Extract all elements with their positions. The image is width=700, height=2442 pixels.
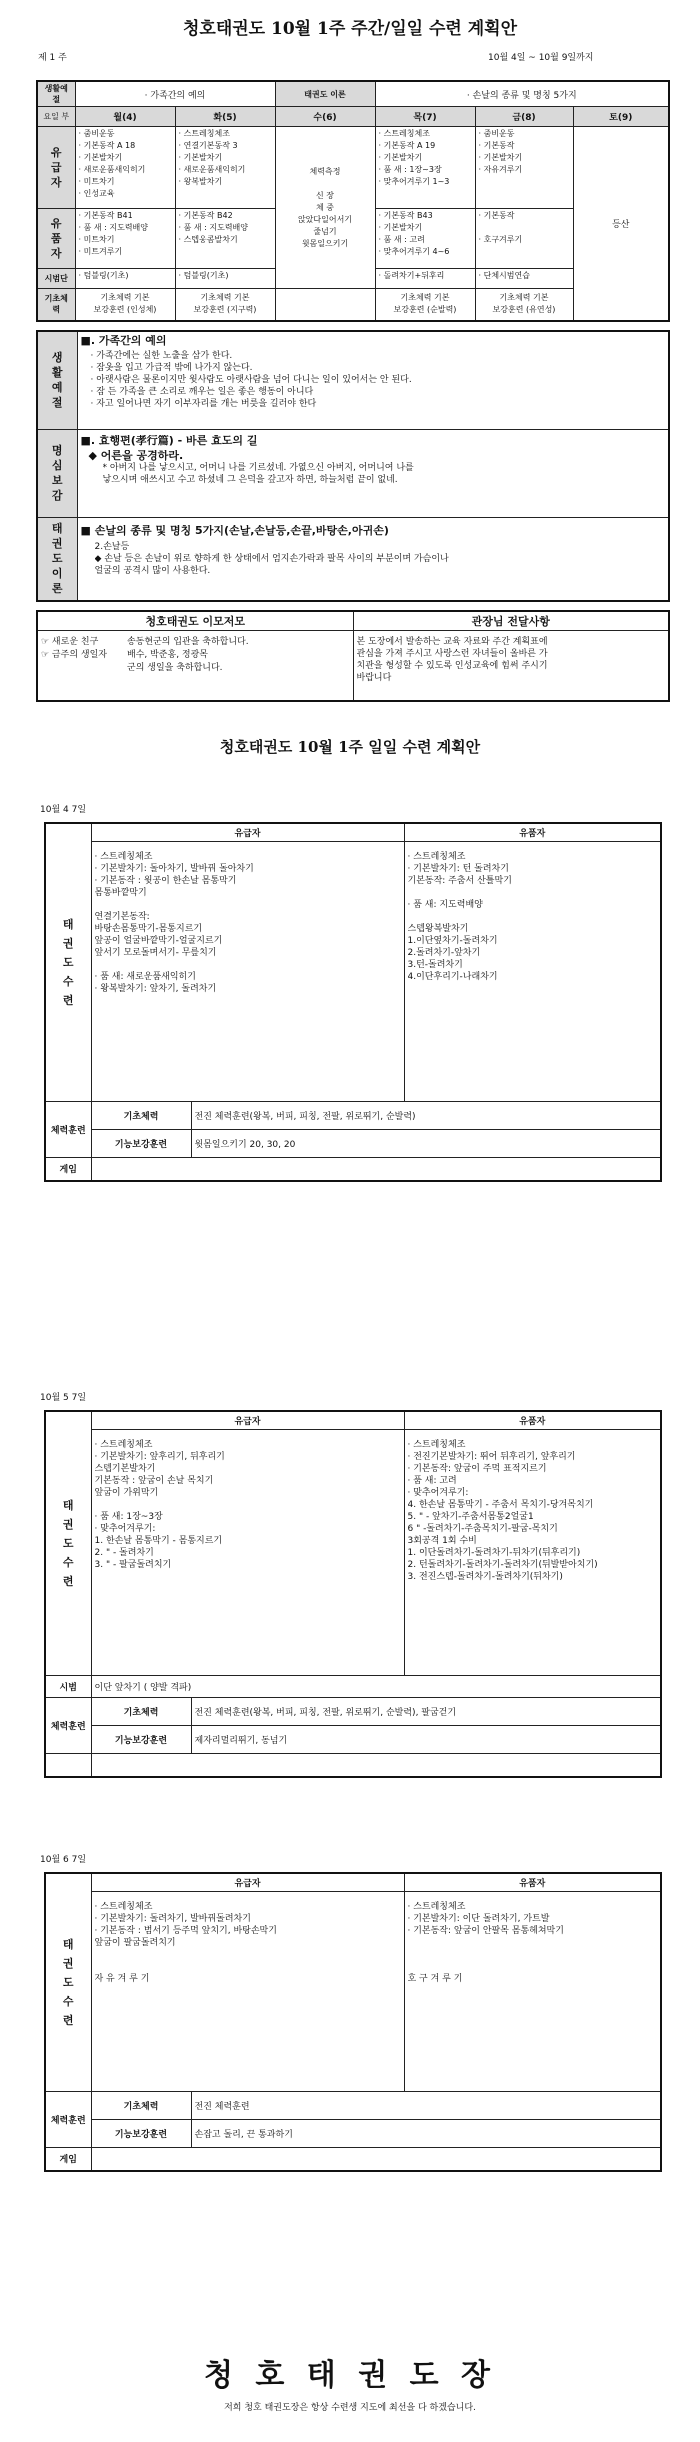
info-mind-body (77, 429, 669, 517)
day-mon: 월(4) (75, 107, 175, 127)
day-wed: 수(6) (275, 107, 375, 127)
list-line: 앞굽이 팔굽돌려치기 (94, 1937, 176, 1948)
label-char: 심 (51, 459, 63, 472)
advanced-plan (404, 1429, 661, 1675)
info-theory-items (81, 553, 666, 577)
list-line: 호 구 겨 루 기 (407, 1973, 463, 1984)
cell-thu-fitness (375, 289, 475, 321)
label-char: 론 (51, 582, 63, 596)
list-line: · 기본발차기 (478, 153, 523, 162)
cell-fri-beginner (475, 127, 573, 209)
row-label-fitness: 기초체력 (37, 289, 75, 321)
theory-topic: · 손날의 종류 및 명칭 5가지 (375, 81, 669, 107)
footer-slogan: 저희 청호 태권도장은 항상 수련생 지도에 최선을 다 하겠습니다. (224, 2403, 476, 2413)
page-title: 청호태권도 10월 1주 주간/일일 수련 계획안 (182, 19, 518, 39)
list-line: 기본동작: 주춤서 산틀막기 (407, 875, 512, 886)
list-line: · 기본동작: 앞굽이 주먹 표적지르기 (407, 1463, 547, 1474)
list-line: 윗몸일으키기 (301, 238, 349, 248)
list-line: · 맞추어겨루기: (94, 1523, 156, 1534)
cell-mon-beginner (75, 127, 175, 209)
list-line: · 품 새: 고려 (407, 1475, 457, 1486)
fitness-label: 체력훈련 (45, 1101, 91, 1157)
list-line: 바탕손몸통막기-몸통지르기 (94, 923, 203, 934)
list-line: · 기본발차기 (178, 153, 223, 162)
list-line (279, 178, 372, 190)
cell-tue-beginner (175, 127, 275, 209)
info-mind-row (37, 429, 669, 517)
list-line: 연결기본동작: (94, 911, 150, 922)
day-sat: 토(9) (573, 107, 669, 127)
period-label: 10월 4일 ~ 10월 9일까지 (488, 53, 594, 63)
wed-merged-cell (275, 127, 375, 289)
col-advanced: 유품자 (404, 823, 661, 841)
list-line: 기초체력 기본 (200, 293, 250, 303)
list-line: 몸통바깥막기 (94, 887, 147, 898)
list-line: · 스트레칭체조 (94, 851, 153, 862)
list-line: · 스텝웅콤발차기 (178, 235, 238, 244)
list-line: 기초체력 기본 (100, 293, 150, 303)
list-line: 신 장 (316, 190, 334, 200)
label-char: 유 (50, 217, 62, 230)
list-line: · 기본발차기: 턴 돌려차기 (407, 863, 509, 874)
label-char: 태 (51, 522, 63, 536)
sat-merged-cell: 등산 (573, 127, 669, 321)
info-theory-heading: ■ 손날의 종류 및 명칭 5가지(손날,손날등,손끝,바탕손,아귀손) (80, 524, 389, 537)
list-line: · 새로운품새익히기 (78, 165, 146, 174)
list-line: 치관을 형성할 수 있도록 인성교육에 힘써 주시기 (356, 661, 548, 671)
news-item-text: 배수, 박준홍, 정광목 (127, 650, 208, 660)
info-etiquette-items (81, 350, 666, 410)
advanced-plan (404, 1891, 661, 2091)
cell-tue-fitness (175, 289, 275, 321)
list-line: · 맞추어겨루기 4~6 (378, 247, 450, 256)
daily-plan-table (44, 1872, 662, 2172)
list-line: · 스트레칭체조 (94, 1439, 153, 1450)
list-line: · 줌비운동 (478, 129, 515, 138)
label-char: 유 (50, 146, 62, 159)
col-beginner: 유급자 (91, 1411, 404, 1429)
list-line: 4.이단후리기-나래차기 (407, 971, 498, 982)
list-line (408, 1937, 658, 1949)
label-char: 품 (50, 232, 62, 245)
list-line (408, 1949, 658, 1961)
director-body (353, 631, 669, 701)
list-line: · 품 새 : 1장~3장 (378, 165, 442, 174)
list-line (95, 1949, 401, 1961)
cell-fri-fitness (475, 289, 573, 321)
list-line: · 새로운품새익히기 (178, 165, 246, 174)
info-mind-heading: ■. 효행편(孝行篇) - 바른 효도의 길 (80, 434, 258, 447)
fitness-kind: 기초체력 (91, 1697, 191, 1725)
side-char: 권 (62, 1956, 74, 1970)
list-line: 5. " - 앞차기-주춤서몸통2얼굴1 (407, 1511, 534, 1522)
list-line: · 기본동작 A 18 (78, 141, 136, 150)
news-item-tag: ☞ 금주의 생일자 (41, 650, 107, 660)
fitness-detail: 전진 체력훈련(왕복, 버피, 피칭, 전팔, 위로뛰기, 순발력) (191, 1101, 661, 1129)
side-char: 련 (62, 2013, 74, 2027)
list-line: 앞공이 얼굴바깥막기-얼굴지르기 (94, 935, 223, 946)
daily-extra-label: 시범 (45, 1675, 91, 1697)
day-thu: 목(7) (375, 107, 475, 127)
list-line: · 가족간에는 실한 노출을 삼가 한다. (90, 351, 233, 361)
cell-tue-advanced (175, 209, 275, 269)
daily-side-label (45, 823, 91, 1101)
side-char: 수 (62, 1555, 74, 1569)
news-item-text: 군의 생일을 축하합니다. (127, 663, 223, 673)
list-line: ◆ 손날 등은 손날이 위로 향하게 한 상태에서 엄지손가락과 팔목 사이의 부분이며 가슴이나 (94, 553, 449, 564)
list-line: · 왕복발차기: 앞차기, 돌려차기 (94, 983, 217, 994)
list-line: · 자유겨루기 (478, 165, 523, 174)
label-char: 보 (51, 474, 63, 487)
list-line: 앉았다일어서기 (297, 214, 353, 224)
list-line: · 돌려차기+뒤후리 (378, 271, 445, 280)
director-text (357, 636, 666, 684)
list-line: 낳으시며 애쓰시고 수고 하셨네 그 은덕을 갚고자 하면, 하늘처럼 끝이 없네. (102, 474, 398, 485)
cell-thu-advanced (375, 209, 475, 269)
list-line: · 기본동작 (478, 211, 515, 220)
label-char: 자 (50, 247, 62, 260)
list-line (95, 899, 401, 911)
daily-plan-table (44, 1410, 662, 1778)
list-line (479, 222, 570, 234)
game-value (91, 1157, 661, 1181)
list-line: 3. " - 팔굽돌려치기 (94, 1559, 172, 1570)
col-beginner: 유급자 (91, 823, 404, 841)
weekly-plan-table (36, 80, 670, 322)
list-line: · 자고 일어나면 자기 이부자리를 개는 버릇을 길러야 한다 (90, 399, 317, 409)
list-line (95, 1499, 401, 1511)
list-line: 앞서기 모로돌며서기- 무릎치기 (94, 947, 217, 958)
list-line: · 미트차기 (78, 177, 115, 186)
daily-side-label (45, 1873, 91, 2091)
day-header-row (37, 107, 669, 127)
side-char: 태 (62, 917, 74, 931)
list-line: · 맞추어겨루기 1~3 (378, 177, 450, 186)
notice-table (36, 610, 670, 702)
list-line: 1.이단옆차기-돌려차기 (407, 935, 498, 946)
list-line: · 기본동작 A 19 (378, 141, 436, 150)
fitness-detail: 윗몸일으키기 20, 30, 20 (191, 1129, 661, 1157)
fitness-kind: 기초체력 (91, 1101, 191, 1129)
cell-thu-beginner (375, 127, 475, 209)
list-line: · 잠 든 가족을 큰 소리로 깨우는 일은 좋은 행동이 아니다 (90, 387, 314, 397)
list-line: 기초체력 기본 (400, 293, 450, 303)
list-line: · 기본발차기 (78, 153, 123, 162)
list-line: · 기본동작: 앞굽이 안팔목 몸통헤쳐막기 (407, 1925, 564, 1936)
list-line: 앞굽이 가위막기 (94, 1487, 159, 1498)
daily-plan-table (44, 822, 662, 1182)
list-line: 1. 이단돌려차기-돌려차기-뒤차기(뒤후리기) (407, 1547, 581, 1558)
beginner-plan (91, 1429, 404, 1675)
list-line (408, 1961, 658, 1973)
fitness-label: 체력훈련 (45, 1697, 91, 1753)
daily-title: 청호태권도 10월 1주 일일 수련 계획안 (219, 738, 481, 756)
etiquette-topic: · 가족간의 예의 (75, 81, 275, 107)
day-header-corner: 요일 부 (37, 107, 75, 127)
game-label (45, 1753, 91, 1777)
label-char: 생 (51, 351, 63, 365)
cell-mon-demo (75, 269, 175, 289)
list-line: · 전진기본발차기: 뛰어 뒤후리기, 앞후리기 (407, 1451, 576, 1462)
list-line: 기초체력 기본 (499, 293, 549, 303)
list-line: 3. 전진스텝-돌려차기-돌려차기(뒤차기) (407, 1571, 563, 1582)
list-line: 얼굴의 공격시 많이 사용한다. (94, 565, 211, 576)
list-line: 3.턴-돌려차기 (407, 959, 463, 970)
cell-thu-demo (375, 269, 475, 289)
label-char: 급 (50, 161, 62, 174)
beginner-plan (91, 841, 404, 1101)
label-char: 절 (51, 396, 63, 410)
game-label: 게임 (45, 2147, 91, 2171)
side-char: 도 (62, 1975, 74, 1989)
theory-label: 태권도 이론 (275, 81, 375, 107)
list-line: · 스트레칭체조 (407, 851, 466, 862)
list-line: · 텀블링(기초) (178, 271, 229, 280)
list-line: 바랍니다 (356, 673, 392, 683)
news-body (37, 631, 353, 701)
list-line: · 스트레칭체조 (178, 129, 230, 138)
list-line: · 품 새: 지도력배양 (407, 899, 483, 910)
daily-date: 10월 5 7일 (40, 1393, 87, 1403)
info-mind-sub: ◆ 어른을 공경하라. (88, 449, 184, 462)
info-etiquette-heading: ■. 가족간의 예의 (80, 335, 167, 347)
list-line: · 품 새 : 지도력배양 (178, 223, 249, 232)
list-line: 3회공격 1회 수비 (407, 1535, 477, 1546)
list-line: · 스트레칭체조 (94, 1901, 153, 1912)
list-line: 체력측정 (309, 166, 341, 176)
row-label-advanced (37, 209, 75, 269)
cell-wed-fitness (275, 289, 375, 321)
advanced-plan (404, 841, 661, 1101)
beginner-plan (91, 1891, 404, 2091)
label-char: 도 (51, 552, 63, 566)
news-item (41, 649, 350, 662)
list-line: · 단체시범연습 (478, 271, 530, 280)
label-char: 예 (51, 381, 63, 395)
col-advanced: 유품자 (404, 1411, 661, 1429)
side-char: 수 (62, 974, 74, 988)
side-char: 권 (62, 936, 74, 950)
info-theory-sub: 2.손날등 (94, 541, 130, 552)
director-title: 관장님 전달사항 (353, 611, 669, 631)
list-line: · 연결기본동작 3 (178, 141, 238, 150)
list-line: · 스트레칭체조 (407, 1439, 466, 1450)
cell-mon-fitness (75, 289, 175, 321)
list-line: · 기본동작 : 범서기 등주먹 앞치기, 바탕손막기 (94, 1925, 277, 1936)
list-line: 기본동작 : 앞굽이 손날 목치기 (94, 1475, 214, 1486)
game-value (91, 1753, 661, 1777)
weekly-row-beginner (37, 127, 669, 209)
list-line: 스텝기본발차기 (94, 1463, 156, 1474)
side-char: 도 (62, 955, 74, 969)
list-line: · 품 새 : 고려 (378, 235, 425, 244)
row-label-demo: 시범단 (37, 269, 75, 289)
col-beginner: 유급자 (91, 1873, 404, 1891)
news-item (41, 636, 350, 649)
info-theory-row (37, 517, 669, 601)
list-line: 2.돌려차기-앞차기 (407, 947, 481, 958)
info-etiquette-row (37, 331, 669, 429)
info-etiquette-body (77, 331, 669, 429)
list-line: · 기본발차기 (378, 153, 423, 162)
label-char: 자 (50, 176, 62, 189)
label-char: 이 (51, 567, 63, 581)
info-theory-body (77, 517, 669, 601)
footer-name: 청 호 태 권 도 장 (203, 2358, 497, 2393)
daily-extra-value: 이단 앞차기 ( 양발 격파) (91, 1675, 661, 1697)
list-line: · 텀블링(기초) (78, 271, 129, 280)
daily-side-label (45, 1411, 91, 1675)
list-line: · 기본동작 B43 (378, 211, 433, 220)
fitness-detail: 제자리멀리뛰기, 동넘기 (191, 1725, 661, 1753)
row-label-beginner (37, 127, 75, 209)
cell-fri-demo (475, 269, 573, 289)
news-item-tag: ☞ 새로운 친구 (41, 637, 99, 647)
list-line: · 호구겨루기 (478, 235, 523, 244)
list-line: · 기본발차기: 돌아차기, 발바꿔 돌아차기 (94, 863, 254, 874)
label-char: 명 (51, 444, 63, 457)
fitness-detail: 손잡고 돌리, 끈 통과하기 (191, 2119, 661, 2147)
list-line: · 기본발차기 (378, 223, 423, 232)
day-fri: 금(8) (475, 107, 573, 127)
news-item (41, 662, 350, 675)
list-line: 6 " -돌려차기-주춤목치기-팔굽-목치기 (407, 1523, 558, 1534)
list-line: · 스트레칭체조 (378, 129, 430, 138)
list-line: · 품 새 : 지도력배양 (78, 223, 149, 232)
news-list (41, 636, 350, 675)
daily-date: 10월 4 7일 (40, 805, 87, 815)
list-line (95, 1961, 401, 1973)
list-line: 관심을 가져 주시고 사랑스런 자녀들이 올바른 가 (356, 649, 548, 659)
cell-mon-advanced (75, 209, 175, 269)
side-char: 도 (62, 1536, 74, 1550)
list-line: · 기본발차기: 돌려차기, 발바꿔돌려차기 (94, 1913, 251, 1924)
info-theory-label (37, 517, 77, 601)
info-etiquette-label (37, 331, 77, 429)
fitness-kind: 기능보강훈련 (91, 1725, 191, 1753)
list-line: 보강훈련 (인성체) (93, 305, 157, 315)
list-line: · 줌비운동 (78, 129, 115, 138)
fitness-detail: 전진 체력훈련(왕복, 버피, 피칭, 전팔, 위로뛰기, 순발력), 팔굽걷기 (191, 1697, 661, 1725)
list-line: · 맞추어겨루기: (407, 1487, 469, 1498)
list-line: 1. 한손날 몸통막기 - 몸통지르기 (94, 1535, 223, 1546)
list-line: 줄넘기 (313, 226, 337, 236)
list-line: · 미트겨루기 (78, 247, 123, 256)
list-line (95, 959, 401, 971)
news-item-text: 송동현군의 입관을 축하합니다. (127, 637, 249, 647)
list-line: · 기본발차기: 앞후리기, 뒤후리기 (94, 1451, 225, 1462)
etiquette-label: 생활예절 (37, 81, 75, 107)
daily-date: 10월 6 7일 (40, 1855, 87, 1865)
info-mind-items (81, 462, 666, 486)
side-char: 태 (62, 1498, 74, 1512)
game-value (91, 2147, 661, 2171)
info-mind-label (37, 429, 77, 517)
week-label: 제 1 주 (38, 53, 67, 63)
list-line: 보강훈련 (순발력) (393, 305, 457, 315)
list-line: 4. 한손날 몸통막기 - 주춤서 목치기-당겨목치기 (407, 1499, 594, 1510)
list-line: * 아버지 나를 낳으시고, 어머니 나를 기르셨네. 가엾으신 아버지, 어머니여 나를 (102, 462, 414, 473)
cell-fri-advanced (475, 209, 573, 269)
list-line: 체 중 (316, 202, 334, 212)
fitness-kind: 기능보강훈련 (91, 2119, 191, 2147)
list-line: · 기본동작 B42 (178, 211, 233, 220)
game-label: 게임 (45, 1157, 91, 1181)
list-line: · 스트레칭체조 (407, 1901, 466, 1912)
fitness-kind: 기초체력 (91, 2091, 191, 2119)
list-line: 보강훈련 (유연성) (492, 305, 556, 315)
day-tue: 화(5) (175, 107, 275, 127)
list-line: · 기본발차기: 이단 돌려차기, 가트발 (407, 1913, 550, 1924)
list-line: · 잠옷을 입고 가급적 밖에 나가지 않는다. (90, 363, 253, 373)
list-line: · 왕복발차기 (178, 177, 223, 186)
label-char: 활 (51, 366, 63, 380)
list-line: · 기본동작 : 윗공이 한손날 몸통막기 (94, 875, 237, 886)
side-char: 권 (62, 1517, 74, 1531)
list-line: 2. " - 돌려차기 (94, 1547, 154, 1558)
info-table (36, 330, 670, 602)
col-advanced: 유품자 (404, 1873, 661, 1891)
list-line: 본 도장에서 발송하는 교육 자료와 주간 계획표에 (356, 637, 548, 647)
fitness-kind: 기능보강훈련 (91, 1129, 191, 1157)
list-line: · 인성교육 (78, 189, 115, 198)
side-char: 수 (62, 1994, 74, 2008)
cell-tue-demo (175, 269, 275, 289)
side-char: 련 (62, 993, 74, 1007)
list-line (408, 887, 658, 899)
fitness-label: 체력훈련 (45, 2091, 91, 2147)
side-char: 태 (62, 1937, 74, 1951)
label-char: 권 (51, 537, 63, 551)
list-line: 보강훈련 (지구력) (193, 305, 257, 315)
list-line (408, 911, 658, 923)
list-line: · 미트차기 (78, 235, 115, 244)
list-line: · 품 새: 새로운품새익히기 (94, 971, 196, 982)
list-line: · 기본동작 (478, 141, 515, 150)
label-char: 감 (51, 489, 63, 502)
side-char: 련 (62, 1574, 74, 1588)
list-line: 2. 턴돌려차기-돌려차기-돌려차기(뒤발받아치기) (407, 1559, 598, 1570)
list-line: · 기본동작 B41 (78, 211, 133, 220)
list-line: · 품 새: 1장~3장 (94, 1511, 163, 1522)
list-line: 스텝왕복발차기 (407, 923, 469, 934)
list-line: · 아랫사람은 물론이지만 윗사람도 아랫사람을 넘어 다니는 일이 있어서는 안 된다. (90, 375, 412, 385)
list-line: 자 유 겨 루 기 (94, 1973, 150, 1984)
news-item-tag (41, 662, 127, 675)
fitness-detail: 전진 체력훈련 (191, 2091, 661, 2119)
news-title: 청호태권도 이모저모 (37, 611, 353, 631)
